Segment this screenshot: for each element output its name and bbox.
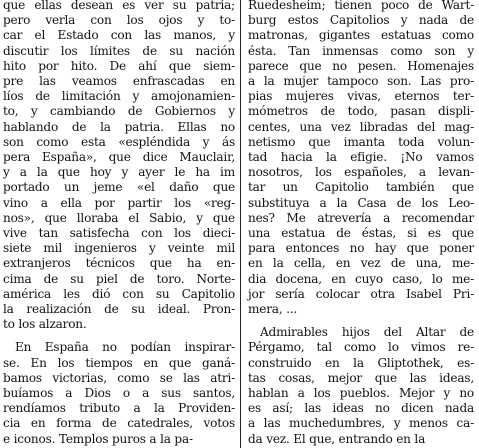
text-line: mera, ... bbox=[248, 302, 298, 317]
text-line: es así; las ideas no dicen nada bbox=[248, 401, 474, 416]
text-line: to los alzaron. bbox=[3, 317, 87, 332]
text-line: pre las veamos enfrascadas en bbox=[3, 74, 235, 89]
text-line: Pérgamo, tal como lo vimos re- bbox=[248, 340, 474, 355]
column-rule bbox=[240, 0, 241, 448]
text-line: una estatua de éstas, si es que bbox=[248, 226, 474, 241]
text-line: pias mujeres vivas, eternos ter- bbox=[248, 89, 474, 104]
text-line: discutir los límites de su nación bbox=[3, 43, 235, 58]
text-line: pera España», que dice Mauclair, bbox=[3, 150, 235, 165]
text-line: se. En los tiempos en que ganá- bbox=[3, 355, 235, 370]
text-line: nes? Me atrevería a recomendar bbox=[248, 210, 474, 225]
text-line: netismo que imanta toda volun- bbox=[248, 134, 474, 149]
text-line: líos de limitación y amojonamien- bbox=[3, 89, 235, 104]
text-line: tad hacia la efigie. ¡No vamos bbox=[248, 150, 474, 165]
text-line: vive tan satisfecha con los dieci- bbox=[3, 226, 235, 241]
text-line: cima de su piel de toro. Norte- bbox=[3, 271, 235, 286]
text-line: rendíamos tributo a la Providen- bbox=[3, 401, 235, 416]
text-line: que ellas desean es ver su patria; bbox=[3, 0, 235, 12]
text-line: extranjeros técnicos que ha en- bbox=[3, 256, 235, 271]
text-line: son como esta «espléndida y ás bbox=[3, 134, 235, 149]
text-line: substituya a la Casa de los Leo- bbox=[248, 195, 474, 210]
text-line: jor sería colocar otra Isabel Pri- bbox=[248, 286, 474, 301]
right-paragraph-1 bbox=[248, 0, 474, 317]
text-line: a la mujer tampoco son. Las pro- bbox=[248, 74, 474, 89]
text-line: da vez. El que, entrando en la bbox=[248, 431, 426, 446]
text-line: matronas, gigantes estatuas como bbox=[248, 28, 474, 43]
text-line: en la cella, en vez de una, me- bbox=[248, 256, 474, 271]
text-line: Admirables hijos del Altar de bbox=[260, 325, 474, 340]
paragraph-gap bbox=[248, 317, 474, 325]
text-line: En España no podían inspirar- bbox=[15, 340, 235, 355]
text-line: Ruedesheim; tienen poco de Wart- bbox=[248, 0, 474, 12]
text-line: bamos victorias, como se las atri- bbox=[3, 370, 235, 385]
text-line: dia docena, en cuyo caso, lo me- bbox=[248, 271, 474, 286]
text-line: hito por hito. De ahí que siem- bbox=[3, 58, 235, 73]
text-line: a las muchedumbres, y menos ca- bbox=[248, 416, 474, 431]
text-line: nos», que lloraba el Sabio, y que bbox=[3, 210, 235, 225]
text-line: centes, una vez libradas del mag- bbox=[248, 119, 474, 134]
text-line: buíamos a Dios o a sus santos, bbox=[3, 386, 235, 401]
text-line: y a la que hoy y ayer le ha im bbox=[3, 165, 235, 180]
text-line: hablan a los pueblos. Mejor y no bbox=[248, 386, 474, 401]
text-line: tas cosas, mejor que las ideas, bbox=[248, 370, 474, 385]
left-paragraph-2 bbox=[3, 340, 235, 446]
text-line: nosotros, los españoles, a levan- bbox=[248, 165, 474, 180]
text-line: portado un jeme «el daño que bbox=[3, 180, 235, 195]
text-line: burg estos Capitolios y nada de bbox=[248, 13, 474, 28]
text-line: car el Estado con las manos, y bbox=[3, 28, 235, 43]
text-line: ésta. Tan inmensas como son y bbox=[248, 43, 474, 58]
right-column bbox=[248, 0, 474, 447]
left-column bbox=[3, 0, 235, 447]
text-line: siete mil ingenieros y veinte mil bbox=[3, 241, 235, 256]
text-line: construido en la Gliptothek, es- bbox=[248, 355, 474, 370]
text-line: américa les dió con su Capitolio bbox=[3, 286, 235, 301]
left-paragraph-1 bbox=[3, 0, 235, 332]
text-line: e iconos. Templos puros a la pa- bbox=[3, 431, 193, 446]
right-paragraph-2 bbox=[248, 325, 474, 447]
text-line: hablando de la patria. Ellas no bbox=[3, 119, 235, 134]
text-line: pero verla con los ojos y to- bbox=[3, 13, 235, 28]
text-line: parece que no pesen. Homenajes bbox=[248, 58, 474, 73]
text-line: tar un Capitolio también que bbox=[248, 180, 474, 195]
text-line: para entonces no hay que poner bbox=[248, 241, 474, 256]
text-line: cia en forma de catedrales, votos bbox=[3, 416, 235, 431]
text-line: la realización de su ideal. Pron- bbox=[3, 302, 235, 317]
text-line: to, y cambiando de Gobiernos y bbox=[3, 104, 235, 119]
paragraph-gap bbox=[3, 332, 235, 340]
text-line: vino a ella por partir los «reg- bbox=[3, 195, 235, 210]
text-line: mómetros de todo, pasan displi- bbox=[248, 104, 474, 119]
